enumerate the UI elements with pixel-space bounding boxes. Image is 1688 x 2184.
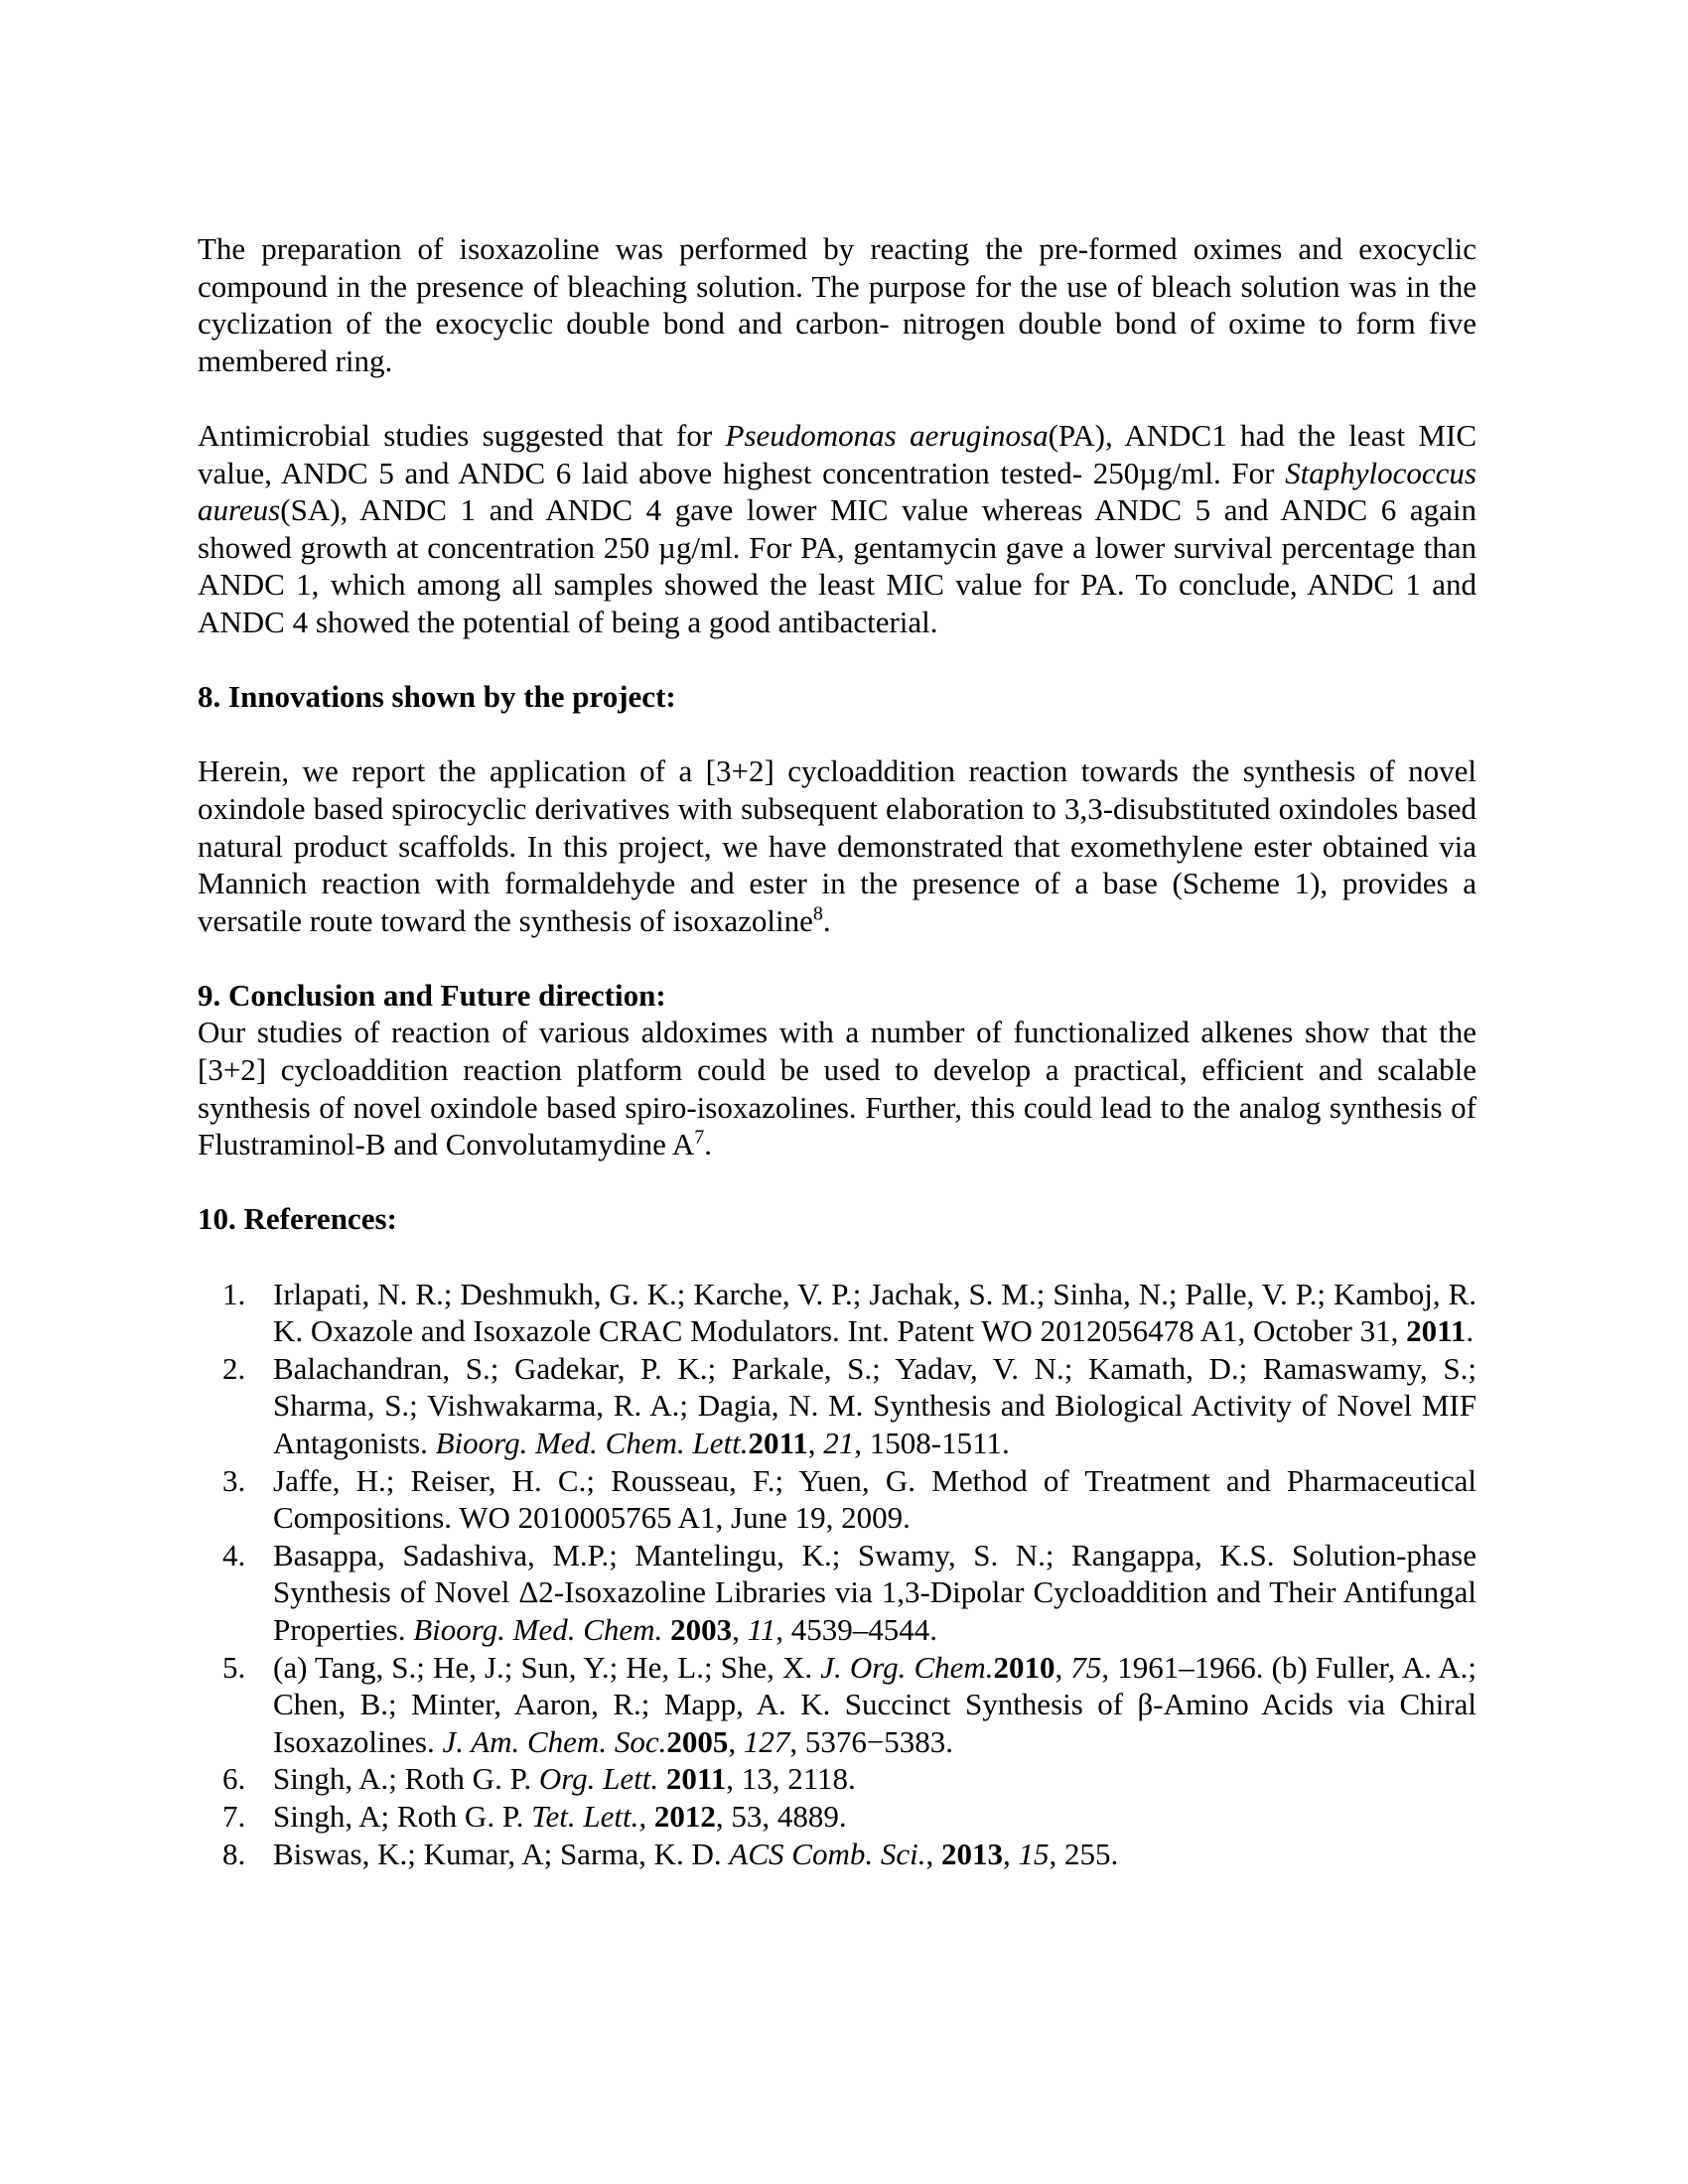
paragraph-conclusion (198, 1014, 1477, 1162)
reference-number: 8. (222, 1836, 246, 1871)
paragraph-antimicrobial (198, 417, 1477, 641)
text: , (732, 1611, 748, 1647)
reference-number: 3. (222, 1462, 246, 1498)
text: , (925, 1836, 941, 1871)
year: 2010 (993, 1649, 1055, 1685)
text: , (1055, 1649, 1071, 1685)
volume: 21 (823, 1426, 855, 1460)
reference-item (198, 1836, 1477, 1873)
references-list (198, 1276, 1477, 1873)
year: 2003 (670, 1611, 733, 1647)
volume: 75 (1070, 1649, 1102, 1685)
text: , 1961–1966. (b) Fuller, A. A.; Chen, B.; Minter, Aaron, R.; Mapp, A. K. Succinct Synthesis of β-Amino Acids via Chiral Isoxazolines. (273, 1649, 1477, 1759)
year: 2012 (653, 1798, 716, 1834)
text: Singh, A; Roth G. P. (273, 1798, 532, 1834)
paragraph-isoxazoline-prep: The preparation of isoxazoline was performed by reacting the pre-formed oximes and exocyclic compound in the presence of bleaching solution. The purpose for the use of bleach solution was in the cyclization of the exocyclic double bond and carbon- nitrogen double bond of oxime to form five membered ring. (198, 231, 1477, 378)
text: , 53, 4889. (715, 1798, 847, 1834)
year: 2005 (666, 1723, 729, 1759)
reference-item (198, 1462, 1477, 1537)
paragraph-innovations (198, 752, 1477, 939)
species-name: Pseudomonas aeruginosa (725, 417, 1049, 453)
year: 2011 (748, 1426, 808, 1460)
text: (PA), ANDC1 had the least MIC value, ANDC 5 and ANDC 6 laid above highest concentration tested- 250µg/ml. For (198, 417, 1477, 490)
text: , (638, 1798, 654, 1834)
citation-superscript: 7 (694, 1126, 705, 1149)
text (658, 1761, 666, 1796)
text: . (1466, 1313, 1475, 1349)
text: . (822, 902, 831, 938)
year: 2013 (940, 1836, 1003, 1871)
journal: Tet. Lett. (531, 1798, 639, 1834)
reference-number: 5. (222, 1649, 246, 1685)
text: Biswas, K.; Kumar, A; Sarma, K. D. (273, 1836, 730, 1871)
journal: Bioorg. Med. Chem. Lett. (435, 1426, 749, 1460)
text: , 255. (1049, 1836, 1119, 1871)
section-heading-references: 10. References: (198, 1201, 397, 1237)
journal: ACS Comb. Sci. (729, 1836, 926, 1871)
reference-number: 2. (222, 1350, 246, 1386)
text: , (1002, 1836, 1019, 1871)
text: , 13, 2118. (726, 1761, 856, 1797)
text: , (807, 1426, 824, 1460)
text: , 4539–4544. (775, 1611, 938, 1647)
document-page (198, 230, 1477, 1872)
text: , 5376−5383. (789, 1723, 954, 1759)
text: Irlapati, N. R.; Deshmukh, G. K.; Karche, V. P.; Jachak, S. M.; Sinha, N.; Palle, V. P.; Kamboj, R. K. Oxazole and Isoxazole CRAC Modulators. Int. Patent WO 2012056478 A1, October 31, (273, 1276, 1477, 1349)
text: Singh, A.; Roth G. P. (273, 1761, 539, 1797)
volume: 11 (747, 1611, 776, 1647)
text: Our studies of reaction of various aldoximes with a number of functionalized alkenes show that the [3+2] cycloaddition reaction platform could be used to develop a practical, efficient and scalable synthesis of novel oxindole based spiro-isoxazolines. Further, this could lead to the analog synthesis of Flustraminol-B and Convolutamydine A (198, 1015, 1477, 1162)
reference-item (198, 1276, 1477, 1350)
text: , 1508-1511. (854, 1426, 1010, 1460)
reference-item (198, 1350, 1477, 1462)
journal: Org. Lett. (538, 1761, 659, 1797)
text: Jaffe, H.; Reiser, H. C.; Rousseau, F.; Yuen, G. Method of Treatment and Pharmaceutical Compositions. WO 2010005765 A1, June 19, 2009. (273, 1462, 1477, 1536)
citation-superscript: 8 (812, 902, 823, 925)
year: 2011 (1406, 1313, 1467, 1349)
text: (SA), ANDC 1 and ANDC 4 gave lower MIC value whereas ANDC 5 and ANDC 6 again showed growth at concentration 250 µg/ml. For PA, gentamycin gave a lower survival percentage than ANDC 1, which among all samples showed the least MIC value for PA. To conclude, ANDC 1 and ANDC 4 showed the potential of being a good antibacterial. (198, 492, 1477, 639)
text: . (704, 1127, 713, 1162)
volume: 15 (1018, 1836, 1050, 1871)
year: 2011 (665, 1761, 727, 1797)
journal: Bioorg. Med. Chem. (413, 1611, 663, 1647)
text: (a) Tang, S.; He, J.; Sun, Y.; He, L.; She, X. (273, 1649, 821, 1685)
reference-item (198, 1537, 1477, 1649)
reference-item (198, 1649, 1477, 1761)
text: Balachandran, S.; Gadekar, P. K.; Parkale, S.; Yadav, V. N.; Kamath, D.; Ramaswamy, S.; Sharma, S.; Vishwakarma, R. A.; Dagia, N. M. Synthesis and Biological Activity of Novel MIF Antagonists. (273, 1350, 1477, 1460)
journal: J. Org. Chem. (820, 1649, 994, 1685)
reference-number: 1. (222, 1276, 246, 1311)
reference-number: 6. (222, 1761, 246, 1797)
reference-number: 7. (222, 1798, 246, 1834)
section-heading-innovations: 8. Innovations shown by the project: (198, 679, 676, 715)
species-name: Staphylococcus aureus (198, 455, 1477, 528)
journal: J. Am. Chem. Soc. (442, 1723, 667, 1759)
reference-item (198, 1798, 1477, 1836)
text: Herein, we report the application of a [3+2] cycloaddition reaction towards the synthesis of novel oxindole based spirocyclic derivatives with subsequent elaboration to 3,3-disubstituted oxindoles based natural product scaffolds. In this project, we have demonstrated that exomethylene ester obtained via Mannich reaction with formaldehyde and ester in the presence of a base (Scheme 1), provides a versatile route toward the synthesis of isoxazoline (198, 753, 1477, 938)
text: , (728, 1723, 744, 1759)
text: Antimicrobial studies suggested that for (198, 417, 726, 453)
section-heading-conclusion: 9. Conclusion and Future direction: (198, 977, 666, 1013)
text: Basappa, Sadashiva, M.P.; Mantelingu, K.; Swamy, S. N.; Rangappa, K.S. Solution-phase Synthesis of Novel Δ2-Isoxazoline Libraries via 1,3-Dipolar Cycloaddition and Their Antifungal Properties. (273, 1537, 1477, 1647)
reference-number: 4. (222, 1537, 246, 1572)
volume: 127 (743, 1723, 790, 1759)
reference-item (198, 1760, 1477, 1798)
